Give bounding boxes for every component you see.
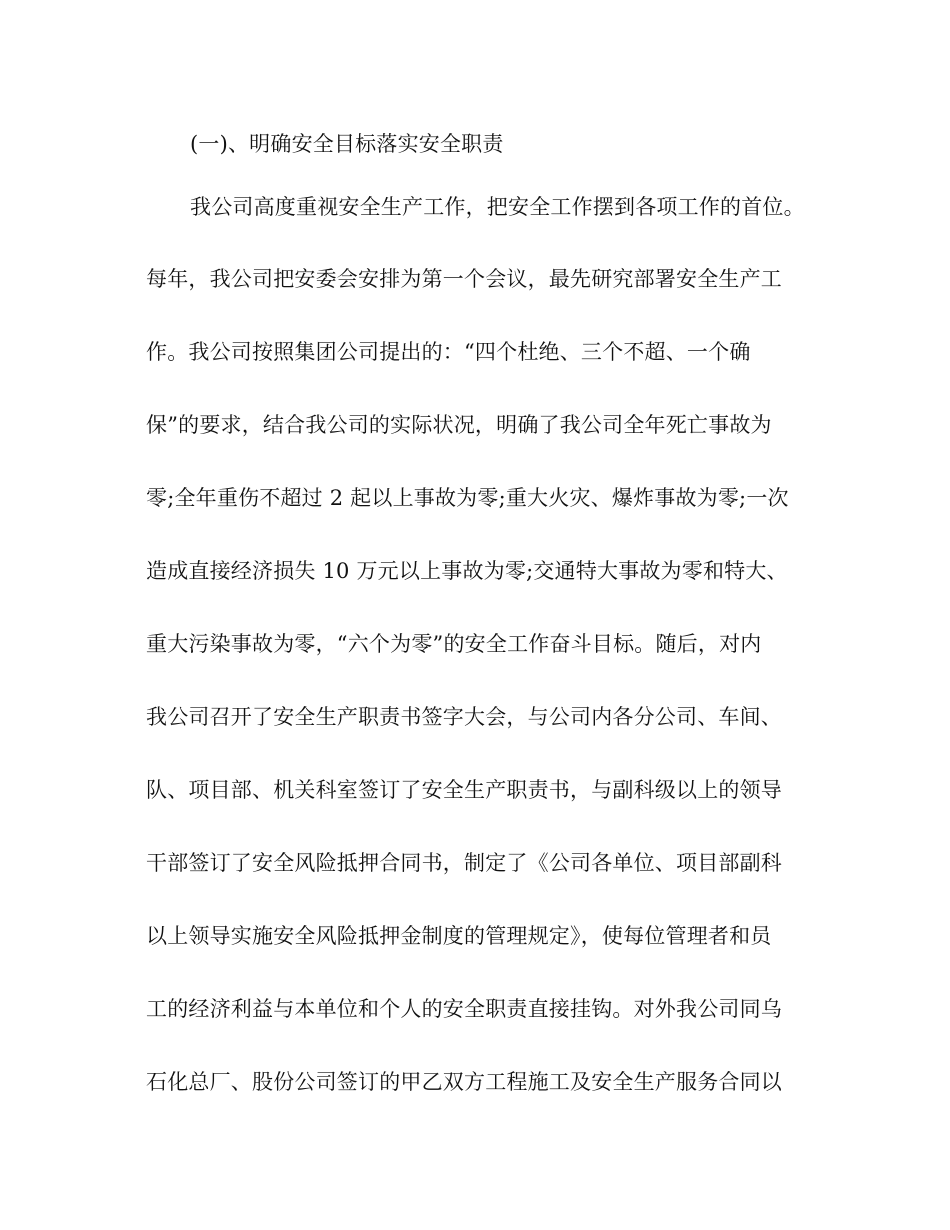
paragraph-line: 作。我公司按照集团公司提出的：“四个杜绝、三个不超、一个确	[146, 340, 751, 364]
section-heading: (一)、明确安全目标落实安全职责	[190, 132, 504, 156]
paragraph-line: 保”的要求，结合我公司的实际状况，明确了我公司全年死亡事故为	[146, 413, 772, 437]
paragraph-line: 石化总厂、股份公司签订的甲乙双方工程施工及安全生产服务合同以	[146, 1070, 782, 1094]
paragraph-line: 零;全年重伤不超过 2 起以上事故为零;重大火灾、爆炸事故为零;一次	[146, 486, 789, 510]
paragraph-line: 工的经济利益与本单位和个人的安全职责直接挂钩。对外我公司同乌	[146, 997, 782, 1021]
paragraph-line: 每年，我公司把安委会安排为第一个会议，最先研究部署安全生产工	[146, 267, 782, 291]
paragraph-line: 重大污染事故为零，“六个为零”的安全工作奋斗目标。随后，对内	[146, 632, 762, 656]
paragraph-line: 我公司召开了安全生产职责书签字大会，与公司内各分公司、车间、	[146, 705, 782, 729]
paragraph-line: 干部签订了安全风险抵押合同书，制定了《公司各单位、项目部副科	[146, 851, 782, 875]
paragraph-line: 我公司高度重视安全生产工作，把安全工作摆到各项工作的首位。	[190, 195, 805, 219]
paragraph-line: 队、项目部、机关科室签订了安全生产职责书，与副科级以上的领导	[146, 778, 782, 802]
paragraph-line: 造成直接经济损失 10 万元以上事故为零;交通特大事故为零和特大、	[146, 559, 788, 583]
paragraph-line: 以上领导实施安全风险抵押金制度的管理规定》，使每位管理者和员	[146, 924, 772, 948]
